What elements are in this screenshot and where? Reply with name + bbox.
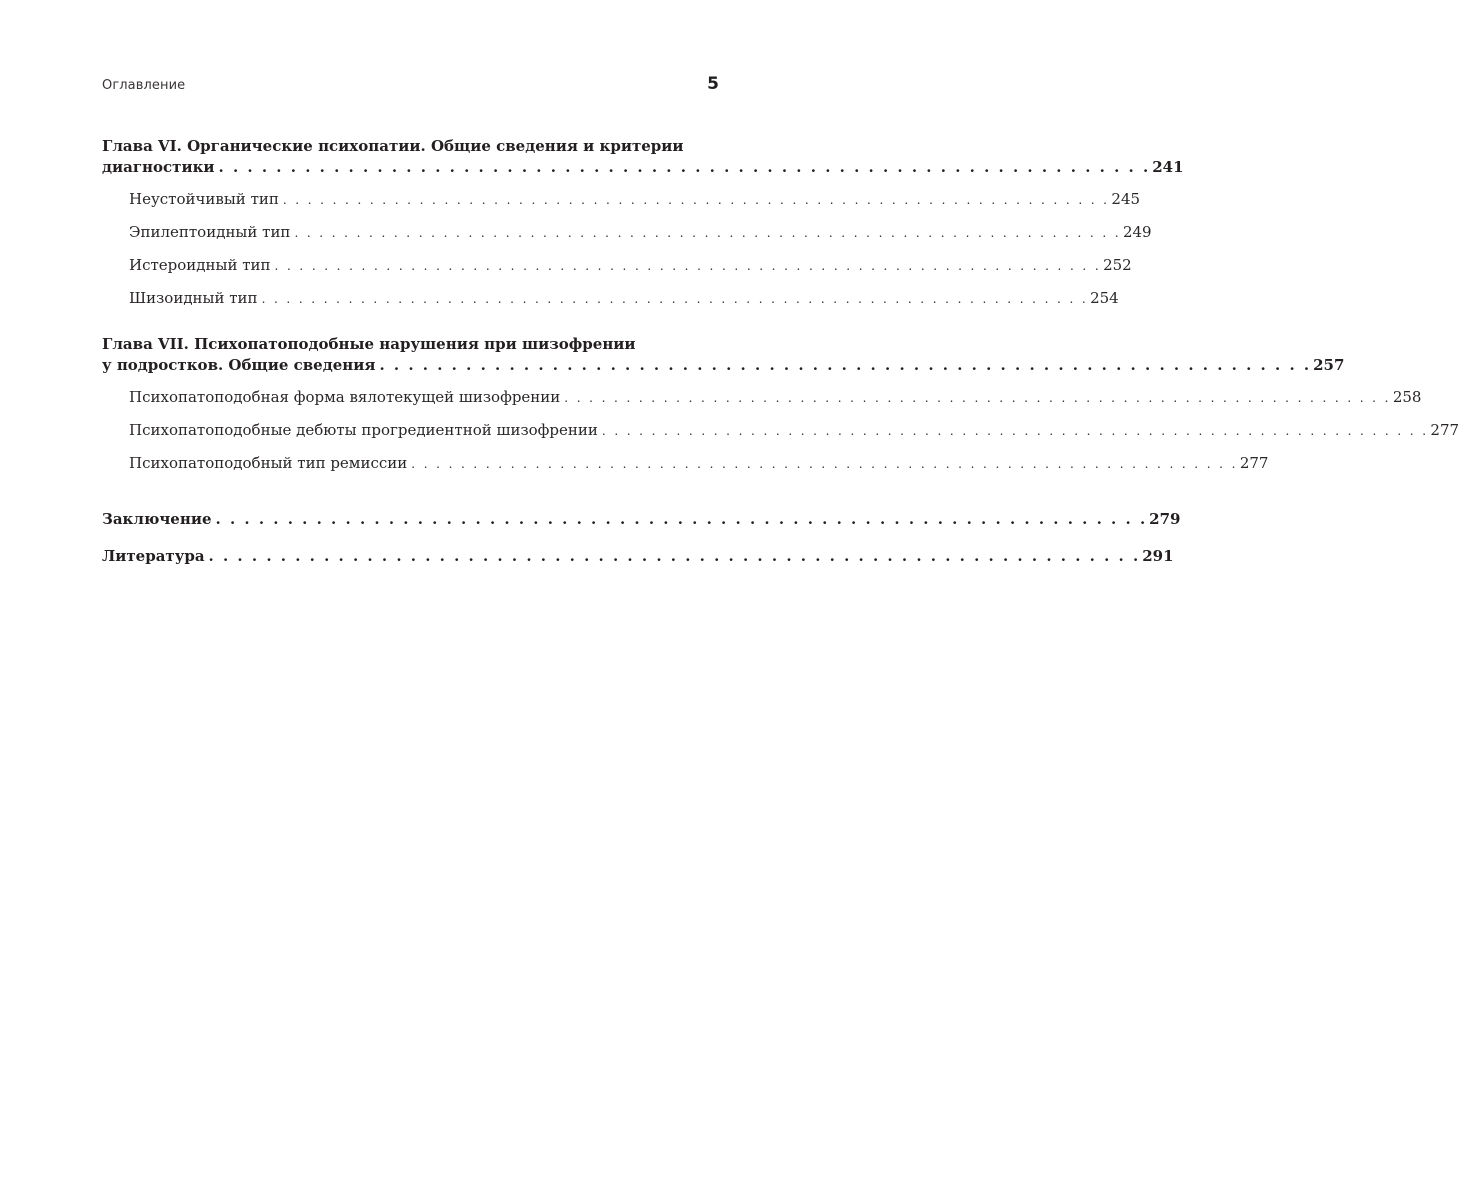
toc-item[interactable] [102,387,1422,409]
dot-leader: . . . . . . . . . . . . . . . . . . . . . . . . . . . . . . . . . . . . . . . . . . . . . . . . . . . . . . . . . . . . . . . . . . . [261,292,1089,306]
toc-literature-page: 291 [1142,547,1174,565]
dot-leader: . . . . . . . . . . . . . . . . . . . . . . . . . . . . . . . . . . . . . . . . . . . . . . . . . . . . . . . . . . . . . . . . . [215,510,1148,528]
dot-leader: . . . . . . . . . . . . . . . . . . . . . . . . . . . . . . . . . . . . . . . . . . . . . . . . . . . . . . . . . . . . . . . . . [379,356,1312,374]
toc-chapter-7-title-line2 [102,355,1345,376]
toc-conclusion-label: Заключение [102,510,212,528]
toc-chapter-7-title-text: у подростков. Общие сведения [102,356,376,374]
toc-chapter-7[interactable] [102,334,1345,376]
page-number: 5 [707,74,719,94]
toc-item-page: 258 [1392,388,1422,406]
toc-item-label: Психопатоподобный тип ремиссии [129,454,408,472]
dot-leader: . . . . . . . . . . . . . . . . . . . . . . . . . . . . . . . . . . . . . . . . . . . . . . . . . . . . . . . . . . . . . . . . . [218,158,1151,176]
toc-item-label: Эпилептоидный тип [129,223,291,241]
toc-chapter-6[interactable] [102,136,1184,178]
dot-leader: . . . . . . . . . . . . . . . . . . . . . . . . . . . . . . . . . . . . . . . . . . . . . . . . . . . . . . . . . . . . . . . . . . . [294,226,1121,240]
toc-item-page: 254 [1090,289,1119,307]
toc-chapter-7-page: 257 [1313,356,1345,374]
toc-item-page: 252 [1103,256,1132,274]
toc-chapter-6-title-line1: Глава VI. Органические психопатии. Общие сведения и критерии [102,137,684,155]
toc-item-label: Неустойчивый тип [129,190,279,208]
toc-item[interactable] [102,453,1269,475]
dot-leader: . . . . . . . . . . . . . . . . . . . . . . . . . . . . . . . . . . . . . . . . . . . . . . . . . . . . . . . . . . . . . . . . . . . [564,391,1391,405]
toc-conclusion[interactable] [102,509,1181,530]
toc-item-label: Истероидный тип [129,256,271,274]
dot-leader: . . . . . . . . . . . . . . . . . . . . . . . . . . . . . . . . . . . . . . . . . . . . . . . . . . . . . . . . . . . . . . . . . [208,547,1141,565]
toc-literature-label: Литература [102,547,205,565]
dot-leader: . . . . . . . . . . . . . . . . . . . . . . . . . . . . . . . . . . . . . . . . . . . . . . . . . . . . . . . . . . . . . . . . . . . [601,424,1429,438]
toc-chapter-6-title-line2 [102,157,1184,178]
toc-item-label: Психопатоподобная форма вялотекущей шизофрении [129,388,561,406]
toc-item-label: Шизоидный тип [129,289,258,307]
toc-item-page: 245 [1111,190,1141,208]
toc-chapter-6-title-text: диагностики [102,158,215,176]
table-of-contents [102,136,1459,567]
toc-item[interactable] [102,288,1119,310]
dot-leader: . . . . . . . . . . . . . . . . . . . . . . . . . . . . . . . . . . . . . . . . . . . . . . . . . . . . . . . . . . . . . . . . . . . [282,193,1110,207]
dot-leader: . . . . . . . . . . . . . . . . . . . . . . . . . . . . . . . . . . . . . . . . . . . . . . . . . . . . . . . . . . . . . . . . . . . [411,457,1238,471]
toc-item[interactable] [102,255,1132,277]
toc-item-page: 277 [1239,454,1269,472]
toc-item[interactable] [102,222,1152,244]
toc-chapter-6-page: 241 [1152,158,1184,176]
toc-item-page: 249 [1122,223,1152,241]
toc-item-page: 277 [1430,421,1459,439]
dot-leader: . . . . . . . . . . . . . . . . . . . . . . . . . . . . . . . . . . . . . . . . . . . . . . . . . . . . . . . . . . . . . . . . . . . [274,259,1102,273]
toc-item[interactable] [102,189,1141,211]
toc-item-label: Психопатоподобные дебюты прогредиентной шизофрении [129,421,598,439]
toc-chapter-7-title-line1: Глава VII. Психопатоподобные нарушения при шизофрении [102,335,636,353]
toc-conclusion-page: 279 [1149,510,1181,528]
running-header-title: Оглавление [102,78,186,93]
toc-item[interactable] [102,420,1459,442]
toc-literature[interactable] [102,546,1174,567]
